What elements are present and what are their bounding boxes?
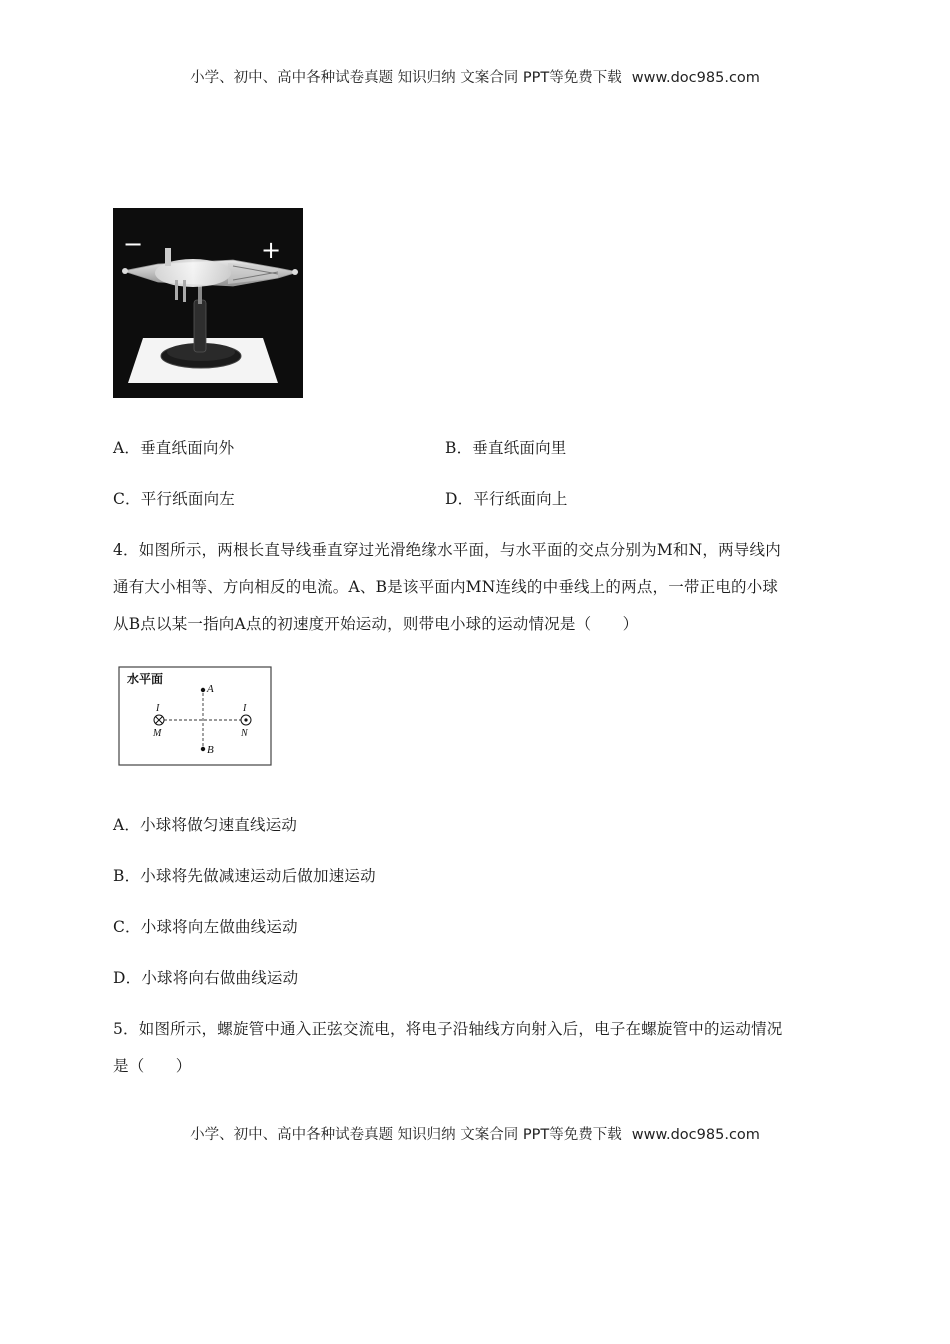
label-b: B — [207, 744, 214, 756]
label-a: A — [207, 683, 214, 695]
current-label-left: I — [156, 703, 160, 714]
q3-option-a[interactable] — [113, 436, 234, 458]
current-label-right: I — [243, 703, 247, 714]
q5-stem-line-2: 是（ ） — [113, 1057, 192, 1075]
q4-stem-line-1: 4．如图所示，两根长直导线垂直穿过光滑绝缘水平面，与水平面的交点分别为M和N，两导线内 — [113, 541, 781, 559]
q3-option-b[interactable] — [445, 436, 567, 458]
point-b-dot — [201, 747, 205, 751]
option-letter: A． — [113, 816, 141, 834]
option-letter: D． — [445, 490, 474, 508]
option-letter: A． — [113, 439, 141, 457]
q4-option-b[interactable] — [113, 864, 376, 886]
option-letter: B． — [113, 867, 141, 885]
q4-stem-line-2: 通有大小相等、方向相反的电流。A、B是该平面内MN连线的中垂线上的两点，一带正电的小球 — [113, 578, 779, 596]
option-letter: B． — [445, 439, 473, 457]
cathode-ray-tube-photo — [113, 208, 303, 398]
option-letter: C． — [113, 490, 141, 508]
q4-stem-line-3: 从B点以某一指向A点的初速度开始运动，则带电小球的运动情况是（ ） — [113, 615, 639, 633]
label-n: N — [241, 728, 248, 739]
cathode-ray-tube-illustration — [113, 208, 303, 398]
header-banner-text: 小学、初中、高中各种试卷真题 知识归纳 文案合同 PPT等免费下载 — [190, 70, 622, 86]
q3-option-c[interactable] — [113, 487, 235, 509]
diagram-title: 水平面 — [127, 672, 164, 686]
horizontal-plane-diagram — [118, 666, 274, 772]
option-text: 小球将做匀速直线运动 — [140, 816, 298, 834]
q4-option-d[interactable] — [113, 966, 298, 988]
point-a-dot — [201, 688, 205, 692]
q3-option-d[interactable] — [445, 487, 568, 509]
header-banner — [0, 66, 950, 87]
option-text: 平行纸面向左 — [140, 490, 235, 508]
option-text: 平行纸面向上 — [473, 490, 568, 508]
option-text: 小球将向右做曲线运动 — [141, 969, 299, 987]
header-banner-url[interactable]: www.doc985.com — [631, 70, 760, 86]
option-letter: D． — [113, 969, 142, 987]
footer-banner — [0, 1123, 950, 1144]
footer-banner-url[interactable]: www.doc985.com — [631, 1127, 760, 1143]
photo-minus-sign: − — [123, 230, 144, 258]
option-letter: C． — [113, 918, 141, 936]
option-text: 小球将向左做曲线运动 — [140, 918, 298, 936]
q4-option-a[interactable] — [113, 813, 297, 835]
q4-option-c[interactable] — [113, 915, 298, 937]
label-m: M — [153, 728, 162, 739]
photo-plus-sign: + — [261, 236, 282, 264]
footer-banner-text: 小学、初中、高中各种试卷真题 知识归纳 文案合同 PPT等免费下载 — [190, 1127, 622, 1143]
wire-diagram-svg — [118, 666, 274, 768]
option-text: 垂直纸面向外 — [140, 439, 235, 457]
option-text: 小球将先做减速运动后做加速运动 — [140, 867, 376, 885]
option-text: 垂直纸面向里 — [472, 439, 567, 457]
q5-stem-line-1: 5．如图所示，螺旋管中通入正弦交流电，将电子沿轴线方向射入后，电子在螺旋管中的运动情况 — [113, 1020, 783, 1038]
